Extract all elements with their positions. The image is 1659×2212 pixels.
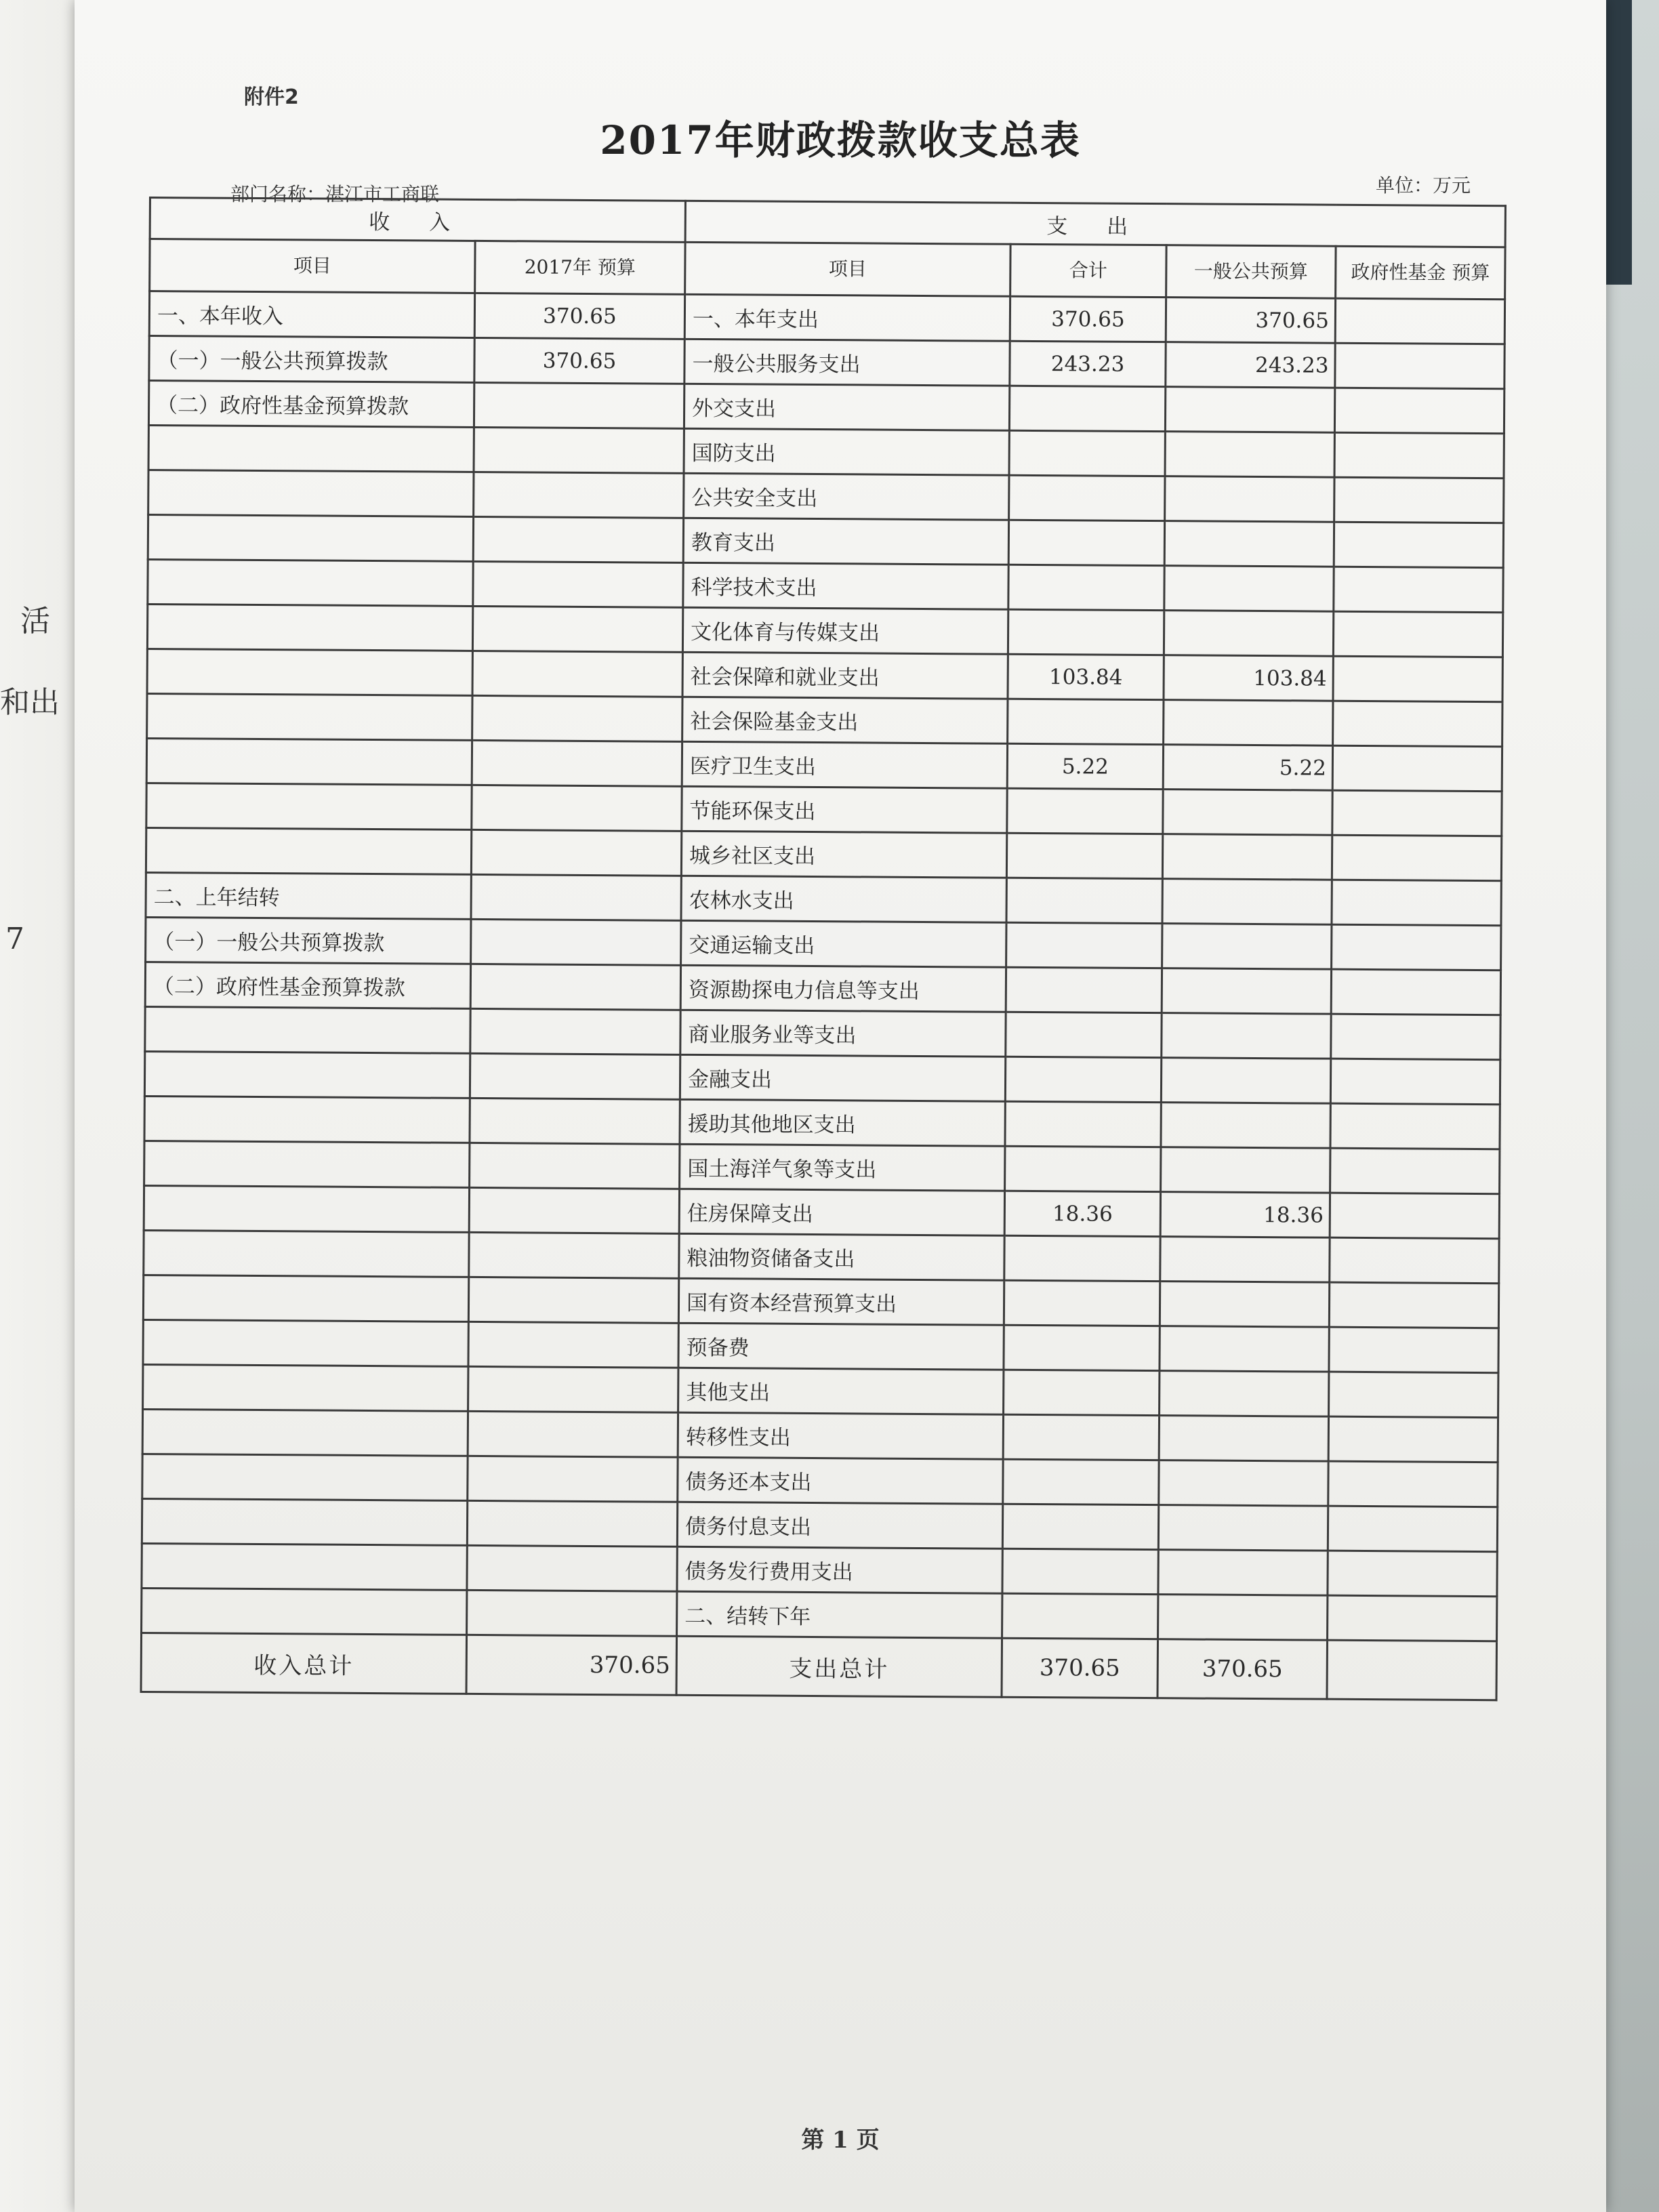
expense-item-cell: 资源勘探电力信息等支出 (680, 965, 1006, 1012)
expense-header: 支 出 (685, 201, 1505, 247)
expense-item-cell: 债务发行费用支出 (677, 1547, 1002, 1593)
income-total-value: 370.65 (466, 1635, 677, 1695)
income-value-cell: 370.65 (474, 293, 684, 339)
expense-general-cell (1158, 1550, 1328, 1596)
expense-general-cell (1165, 476, 1334, 523)
income-item-cell: 二、上年结转 (146, 872, 471, 919)
expense-general-cell (1162, 924, 1332, 970)
income-value-cell (472, 785, 682, 831)
general-budget-header: 一般公共预算 (1166, 245, 1336, 299)
expense-total-cell (1004, 1235, 1160, 1281)
expense-item-cell: 农林水支出 (681, 876, 1006, 922)
expense-fund-cell (1329, 1327, 1498, 1373)
income-value-cell (468, 1277, 678, 1323)
expense-total-value: 370.65 (1002, 1638, 1158, 1698)
income-header: 收 入 (150, 198, 685, 243)
expense-general-cell (1160, 1371, 1329, 1417)
document-page (75, 0, 1606, 2212)
table-row (148, 515, 1503, 568)
income-value-cell: 370.65 (474, 337, 684, 384)
income-value-cell (473, 516, 683, 562)
income-value-cell (470, 1098, 680, 1144)
expense-fund-cell (1334, 477, 1504, 523)
expense-item-cell: 其他支出 (678, 1368, 1004, 1414)
income-value-cell (471, 830, 681, 876)
expense-total-cell (1008, 520, 1164, 565)
expense-total-cell (1003, 1414, 1159, 1460)
expense-fund-cell (1328, 1461, 1498, 1507)
income-item-cell (144, 1141, 470, 1187)
table-row (148, 559, 1503, 612)
expense-fund-cell (1328, 1416, 1498, 1462)
expense-item-cell: 预备费 (678, 1323, 1004, 1370)
expense-item-cell: 粮油物资储备支出 (679, 1233, 1004, 1280)
expense-item-cell: 住房保障支出 (679, 1189, 1004, 1235)
income-item-cell (144, 1051, 470, 1098)
income-item-cell: （一）一般公共预算拨款 (146, 917, 471, 964)
expense-fund-cell (1333, 701, 1502, 747)
income-item-cell: （二）政府性基金预算拨款 (148, 381, 474, 428)
expense-fund-cell (1335, 343, 1504, 389)
expense-fund-cell (1328, 1595, 1497, 1641)
table-row (146, 738, 1502, 791)
expense-total-cell (1005, 1146, 1161, 1191)
expense-item-cell: 债务还本支出 (678, 1457, 1003, 1504)
table-row (146, 917, 1501, 970)
expense-total-label: 支出总计 (676, 1636, 1002, 1697)
expense-fund-cell (1332, 880, 1501, 926)
expense-fund-cell (1333, 611, 1502, 657)
table-row (142, 1454, 1498, 1507)
income-item-cell (144, 1230, 469, 1277)
expense-general-cell (1162, 834, 1332, 880)
table-row (148, 381, 1504, 434)
expense-general-cell (1162, 1013, 1331, 1059)
income-value-cell (467, 1545, 677, 1591)
expense-general-cell (1164, 566, 1334, 612)
table-row (143, 1364, 1498, 1417)
expense-total-cell (1006, 967, 1162, 1012)
expense-general-cell: 103.84 (1164, 655, 1333, 701)
expense-general-cell (1161, 1147, 1330, 1193)
expense-general-cell (1164, 611, 1333, 657)
income-item-cell (146, 827, 471, 874)
background-right-strip (1605, 0, 1632, 285)
expense-item-cell: 社会保障和就业支出 (682, 652, 1008, 699)
expense-fund-cell (1330, 1103, 1500, 1149)
expense-item-cell: 医疗卫生支出 (682, 741, 1007, 788)
table-row (142, 1409, 1498, 1462)
expense-general-cell (1158, 1595, 1328, 1641)
expense-general-cell: 370.65 (1166, 298, 1335, 344)
table-row (146, 827, 1501, 880)
income-item-header: 项目 (150, 239, 475, 293)
table-row (145, 962, 1500, 1015)
expense-total-cell (1002, 1593, 1158, 1639)
expense-total-cell (1006, 833, 1162, 878)
expense-total-cell: 5.22 (1007, 743, 1163, 789)
expense-fund-cell (1332, 745, 1502, 792)
expense-general-cell (1159, 1460, 1328, 1507)
table-header-row-2 (150, 239, 1505, 300)
expense-total-cell (1004, 1370, 1160, 1415)
expense-general-cell: 243.23 (1166, 342, 1335, 388)
income-value-cell (470, 1143, 680, 1189)
expense-general-cell (1164, 521, 1334, 567)
expense-item-cell: 转移性支出 (678, 1412, 1003, 1459)
income-value-cell (468, 1366, 678, 1412)
income-value-cell (471, 919, 681, 965)
table-row (146, 783, 1502, 836)
expense-general-cell (1164, 700, 1333, 746)
table-row (144, 1141, 1500, 1193)
expense-item-cell: 交通运输支出 (681, 920, 1006, 967)
income-value-cell (468, 1322, 678, 1368)
expense-total-cell (1007, 788, 1163, 834)
table-row (148, 470, 1504, 523)
expense-item-cell: 金融支出 (680, 1054, 1005, 1101)
department-name: 部门名称：湛江市工商联 (230, 183, 440, 205)
table-row (146, 872, 1501, 925)
income-value-cell (473, 561, 683, 607)
table-row (143, 1319, 1498, 1372)
income-item-cell (145, 1006, 470, 1053)
expense-total-cell (1009, 430, 1165, 476)
expense-fund-cell (1334, 522, 1503, 568)
income-value-cell (472, 695, 682, 741)
income-item-cell: （一）一般公共预算拨款 (149, 336, 474, 383)
table-row (148, 426, 1504, 478)
expense-item-cell: 一、本年支出 (684, 294, 1010, 341)
income-value-cell (472, 651, 682, 697)
budget-table (140, 197, 1507, 1701)
page-number: 第 1 页 (801, 2127, 880, 2154)
expense-item-cell: 科学技术支出 (683, 562, 1008, 609)
expense-fund-cell (1328, 1551, 1497, 1597)
income-value-cell (471, 874, 681, 920)
expense-item-cell: 一般公共服务支出 (684, 339, 1010, 386)
expense-total-cell (1006, 878, 1162, 923)
expense-total-cell (1004, 1325, 1160, 1370)
expense-general-cell (1161, 1058, 1330, 1104)
page-title: 2017年财政拨款收支总表 (600, 117, 1081, 163)
table-row (142, 1543, 1497, 1596)
expense-fund-cell (1332, 790, 1502, 836)
expense-fund-cell (1333, 656, 1502, 702)
expense-general-cell (1162, 879, 1332, 925)
income-item-cell (142, 1543, 467, 1590)
expense-fund-total-value (1327, 1640, 1497, 1700)
expense-general-cell (1159, 1416, 1328, 1462)
income-item-cell (142, 1498, 467, 1545)
table-row (144, 1051, 1500, 1104)
income-item-cell (148, 426, 474, 472)
income-value-cell (474, 382, 684, 428)
expense-general-cell (1165, 432, 1334, 478)
expense-item-cell: 教育支出 (683, 518, 1008, 565)
expense-fund-cell (1330, 1148, 1500, 1194)
expense-total-cell (1008, 565, 1164, 610)
income-value-cell (472, 606, 682, 652)
expense-item-header: 项目 (685, 242, 1010, 296)
table-row (147, 604, 1502, 657)
expense-total-cell (1002, 1504, 1158, 1549)
table-row (144, 1185, 1499, 1238)
expense-general-cell (1162, 968, 1331, 1015)
expense-total-cell (1008, 609, 1164, 655)
expense-fund-cell (1330, 1237, 1499, 1284)
income-total-label: 收入总计 (141, 1633, 467, 1694)
income-value-cell (470, 1008, 680, 1054)
income-item-cell (147, 604, 472, 651)
income-value-cell (469, 1232, 679, 1278)
income-value-cell (472, 740, 682, 786)
table-row (149, 291, 1504, 344)
expense-total-cell: 18.36 (1004, 1191, 1160, 1236)
attachment-label: 附件2 (244, 85, 299, 109)
expense-general-cell (1165, 387, 1334, 433)
expense-total-cell (1005, 1101, 1161, 1147)
income-value-cell (467, 1500, 677, 1547)
expense-item-cell: 城乡社区支出 (681, 831, 1006, 878)
income-value-cell (470, 964, 680, 1010)
income-item-cell (147, 649, 472, 695)
income-item-cell (147, 693, 472, 740)
expense-fund-cell (1329, 1282, 1498, 1328)
expense-total-cell (1008, 699, 1164, 744)
expense-fund-cell (1335, 298, 1504, 344)
expense-fund-cell (1330, 1193, 1499, 1239)
expense-general-cell (1160, 1282, 1329, 1328)
expense-total-cell (1009, 475, 1165, 520)
expense-item-cell: 援助其他地区支出 (680, 1099, 1005, 1146)
expense-total-cell (1003, 1459, 1159, 1504)
table-row (147, 649, 1502, 701)
table-row (149, 336, 1504, 389)
expense-general-cell: 5.22 (1163, 745, 1332, 791)
income-item-cell (142, 1454, 468, 1500)
income-item-cell (146, 783, 472, 830)
expense-total-cell: 370.65 (1010, 296, 1166, 342)
expense-total-cell: 103.84 (1008, 654, 1164, 699)
table-row (143, 1275, 1498, 1328)
expense-item-cell: 二、结转下年 (677, 1591, 1002, 1638)
expense-general-cell (1160, 1326, 1329, 1372)
income-item-cell (143, 1364, 468, 1411)
expense-total-cell (1002, 1549, 1158, 1594)
expense-item-cell: 债务付息支出 (677, 1502, 1002, 1549)
expense-total-cell (1006, 922, 1162, 968)
table-row (142, 1588, 1497, 1641)
background-handwriting-2: 和出 (0, 685, 60, 720)
table-row (144, 1096, 1500, 1149)
income-item-cell (144, 1185, 469, 1232)
expense-fund-cell (1334, 567, 1503, 613)
table-row (142, 1498, 1497, 1551)
expense-item-cell: 社会保险基金支出 (682, 697, 1008, 743)
expense-fund-cell (1334, 432, 1504, 478)
expense-total-cell (1006, 1012, 1162, 1057)
expense-general-cell (1158, 1505, 1328, 1551)
expense-total-cell: 243.23 (1010, 341, 1166, 386)
expense-fund-cell (1332, 924, 1501, 970)
expense-total-cell (1005, 1057, 1161, 1102)
expense-item-cell: 外交支出 (684, 384, 1009, 430)
income-item-cell (142, 1588, 467, 1635)
expense-item-cell: 国有资本经营预算支出 (678, 1278, 1004, 1325)
expense-fund-cell (1328, 1506, 1497, 1552)
income-value-cell (470, 1053, 680, 1099)
income-item-cell (142, 1409, 468, 1456)
expense-item-cell: 节能环保支出 (682, 786, 1007, 833)
expense-item-cell: 商业服务业等支出 (680, 1010, 1006, 1057)
income-item-cell (148, 515, 473, 562)
expense-general-total-value: 370.65 (1158, 1639, 1328, 1700)
income-value-cell (468, 1456, 678, 1502)
income-item-cell (143, 1275, 468, 1322)
unit-label: 单位：万元 (1375, 174, 1471, 197)
table-row (147, 693, 1502, 746)
expense-fund-cell (1334, 388, 1504, 434)
income-value-cell (469, 1187, 679, 1233)
expense-general-cell: 18.36 (1160, 1192, 1330, 1238)
expense-total-cell (1009, 386, 1165, 431)
income-value-cell (474, 472, 684, 518)
total-header: 合计 (1010, 244, 1166, 297)
income-value-cell (474, 427, 684, 473)
expense-fund-cell (1331, 1014, 1500, 1060)
income-item-cell (148, 470, 474, 517)
expense-fund-cell (1331, 969, 1500, 1015)
background-handwriting-1: 活 (20, 604, 50, 638)
expense-item-cell: 国防支出 (684, 428, 1009, 475)
income-item-cell (148, 559, 473, 606)
table-row (145, 1006, 1500, 1059)
expense-item-cell: 公共安全支出 (684, 473, 1009, 520)
budget-2017-header: 2017年 预算 (475, 241, 685, 294)
income-item-cell: 一、本年收入 (149, 291, 474, 338)
totals-row (141, 1633, 1497, 1700)
income-item-cell (146, 738, 472, 785)
expense-general-cell (1160, 1237, 1330, 1283)
income-value-cell (468, 1411, 678, 1457)
expense-fund-cell (1330, 1059, 1500, 1105)
background-handwriting-3: 7 (5, 922, 24, 956)
fund-budget-header: 政府性基金 预算 (1336, 246, 1506, 300)
expense-item-cell: 文化体育与传媒支出 (682, 607, 1008, 654)
expense-item-cell: 国土海洋气象等支出 (680, 1144, 1005, 1191)
table-row (144, 1230, 1499, 1283)
expense-total-cell (1004, 1280, 1160, 1326)
expense-general-cell (1161, 1103, 1330, 1149)
expense-fund-cell (1332, 835, 1501, 881)
income-item-cell (143, 1319, 468, 1366)
income-item-cell: （二）政府性基金预算拨款 (145, 962, 470, 1008)
income-value-cell (467, 1590, 677, 1636)
income-item-cell (144, 1096, 470, 1143)
expense-fund-cell (1329, 1372, 1498, 1418)
expense-general-cell (1163, 790, 1332, 836)
